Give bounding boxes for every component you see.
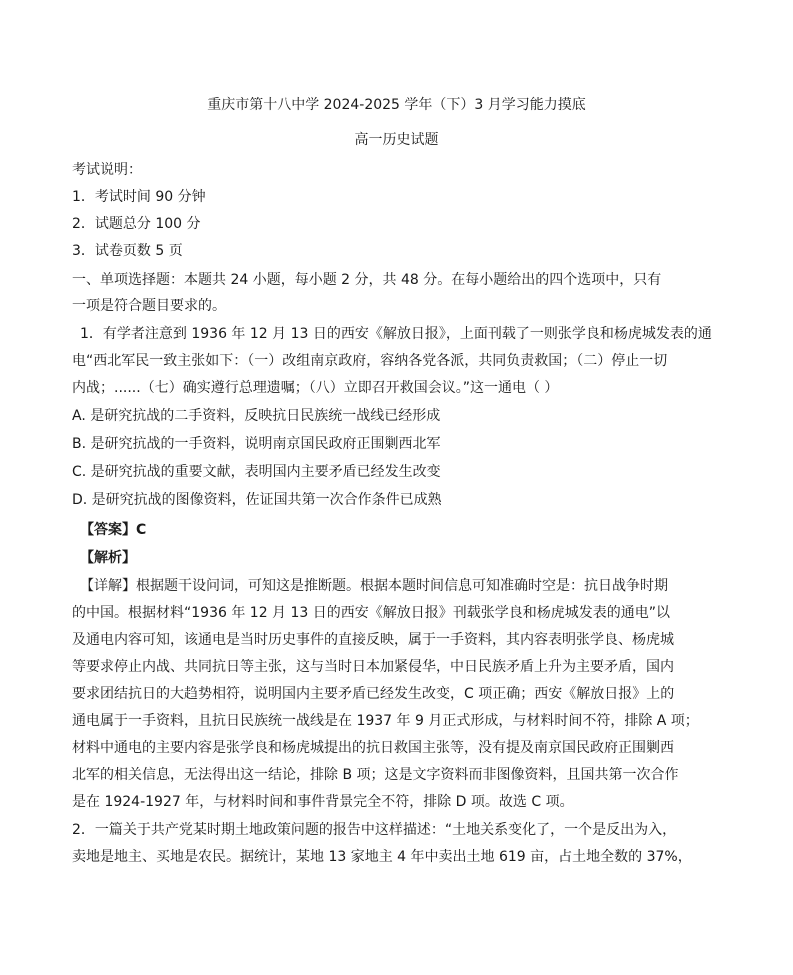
section-heading-cont: 一项是符合题目要求的。 xyxy=(72,298,226,314)
exam-note-item: 3．试卷页数 5 页 xyxy=(72,243,183,259)
analysis-detail: 材料中通电的主要内容是张学良和杨虎城提出的抗日救国主张等，没有提及南京国民政府正围剿西 xyxy=(72,740,674,756)
question-1-stem: 电“西北军民一致主张如下：（一）改组南京政府，容纳各党各派，共同负责救国；（二）停止一切 xyxy=(72,353,668,369)
document-subtitle: 高一历史试题 xyxy=(354,132,439,148)
question-2-stem: 2．一篇关于共产党某时期土地政策问题的报告中这样描述：“土地关系变化了，一个是反出为入， xyxy=(72,822,677,838)
analysis-detail: 要求团结抗日的大趋势相符，说明国内主要矛盾已经发生改变，C 项正确；西安《解放日报》上的 xyxy=(72,686,675,702)
question-1-option-c: C. 是研究抗战的重要文献，表明国内主要矛盾已经发生改变 xyxy=(72,464,441,480)
analysis-detail: 是在 1924-1927 年，与材料时间和事件背景完全不符，排除 D 项。故选 C 项。 xyxy=(72,794,574,810)
question-1-option-d: D. 是研究抗战的图像资料，佐证国共第一次合作条件已成熟 xyxy=(72,492,442,508)
question-1-option-a: A. 是研究抗战的二手资料，反映抗日民族统一战线已经形成 xyxy=(72,408,441,424)
analysis-detail: 及通电内容可知，该通电是当时历史事件的直接反映，属于一手资料，其内容表明张学良、杨虎城 xyxy=(72,632,674,648)
question-1-stem: 1．有学者注意到 1936 年 12 月 13 日的西安《解放日报》，上面刊载了一则张学良和杨虎城发表的通 xyxy=(80,326,712,342)
analysis-detail: 通电属于一手资料，且抗日民族统一战线是在 1937 年 9 月正式形成，与材料时间不符，排除 A 项； xyxy=(72,713,699,729)
analysis-detail: 北军的相关信息，无法得出这一结论，排除 B 项；这是文字资料而非图像资料，且国共第一次合作 xyxy=(72,767,679,783)
analysis-detail: 等要求停止内战、共同抗日等主张，这与当时日本加紧侵华，中日民族矛盾上升为主要矛盾，国内 xyxy=(72,659,674,675)
analysis-detail: 【详解】根据题干设问词，可知这是推断题。根据本题时间信息可知准确时空是：抗日战争时期 xyxy=(80,578,668,594)
question-1-stem: 内战；......（七）确实遵行总理遗嘱；（八）立即召开救国会议。”这一通电（ ） xyxy=(72,380,559,396)
section-heading: 一、单项选择题：本题共 24 小题，每小题 2 分，共 48 分。在每小题给出的四个选项中，只有 xyxy=(72,272,662,288)
exam-notes-heading: 考试说明： xyxy=(72,162,142,178)
question-2-stem: 卖地是地主、买地是农民。据统计，某地 13 家地主 4 年中卖出土地 619 亩，占土地全数的 37%， xyxy=(72,849,692,865)
analysis-detail: 的中国。根据材料“1936 年 12 月 13 日的西安《解放日报》刊载张学良和杨虎城发表的通电”以 xyxy=(72,605,671,621)
analysis-heading: 【解析】 xyxy=(80,550,136,566)
answer-label: 【答案】C xyxy=(80,522,147,538)
exam-note-item: 1．考试时间 90 分钟 xyxy=(72,189,206,205)
document-title: 重庆市第十八中学 2024-2025 学年（下）3 月学习能力摸底 xyxy=(207,97,586,113)
exam-note-item: 2．试题总分 100 分 xyxy=(72,216,201,232)
question-1-option-b: B. 是研究抗战的一手资料，说明南京国民政府正围剿西北军 xyxy=(72,436,441,452)
